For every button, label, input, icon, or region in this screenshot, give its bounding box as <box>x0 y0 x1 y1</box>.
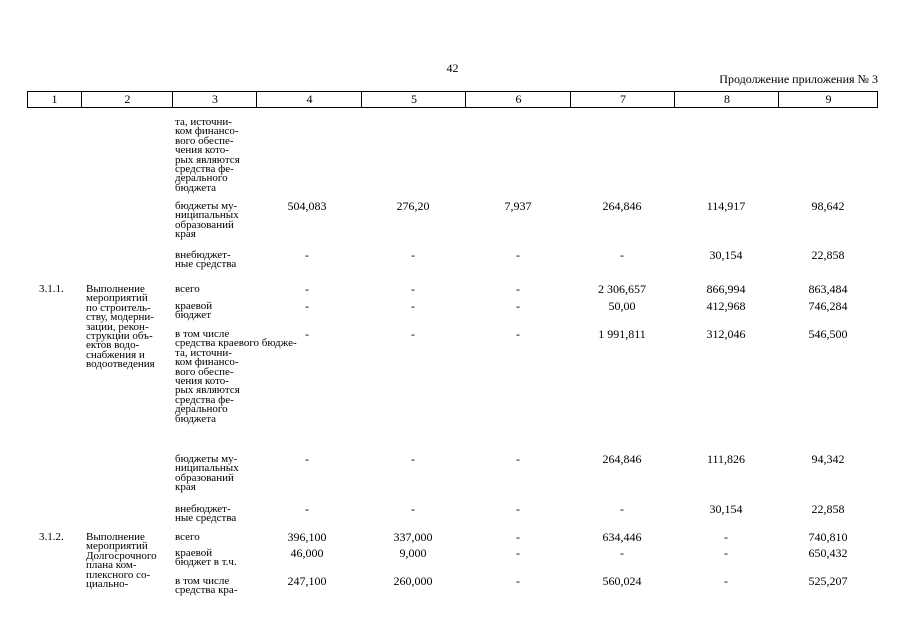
value-col-8: - <box>724 530 728 544</box>
value-col-6: - <box>516 299 520 313</box>
value-col-6: - <box>516 546 520 560</box>
value-col-8: 114,917 <box>706 199 746 213</box>
value-col-7: 634,446 <box>602 530 642 544</box>
value-col-8: 312,046 <box>706 327 746 341</box>
row-code: 3.1.2. <box>39 531 64 543</box>
value-col-4: - <box>305 248 309 262</box>
value-col-4: - <box>305 282 309 296</box>
value-col-9: 740,810 <box>808 530 848 544</box>
value-col-4: - <box>305 502 309 516</box>
value-col-9: 746,284 <box>808 299 848 313</box>
value-col-4: 396,100 <box>287 530 327 544</box>
header-cell-2: 2 <box>81 92 173 107</box>
value-col-9: 650,432 <box>808 546 848 560</box>
value-col-4: 504,083 <box>287 199 327 213</box>
header-cell-8: 8 <box>674 92 779 107</box>
value-col-8: - <box>724 546 728 560</box>
value-col-7: 2 306,657 <box>598 282 646 296</box>
table-header <box>27 91 878 108</box>
value-col-6: - <box>516 502 520 516</box>
header-cell-6: 6 <box>465 92 571 107</box>
row-name: Выполнение мероприятий по строитель- ству, модерни- зации, рекон- струкции объ- ектов водо- снабжения и водоотведения <box>86 283 155 371</box>
row-source: бюджеты му- ниципальных образований края <box>175 453 239 494</box>
header-cell-5: 5 <box>361 92 466 107</box>
value-col-7: 264,846 <box>602 199 642 213</box>
row-source: краевой бюджет в т.ч. <box>175 547 237 569</box>
value-col-7: 1 991,811 <box>598 327 646 341</box>
value-col-9: 22,858 <box>811 248 845 262</box>
value-col-6: 7,937 <box>504 199 532 213</box>
value-col-6: - <box>516 248 520 262</box>
value-col-7: 50,00 <box>608 299 636 313</box>
value-col-9: 546,500 <box>808 327 848 341</box>
value-col-5: - <box>411 327 415 341</box>
value-col-4: - <box>305 327 309 341</box>
value-col-7: 264,846 <box>602 452 642 466</box>
value-col-5: - <box>411 248 415 262</box>
value-col-6: - <box>516 530 520 544</box>
header-cell-4: 4 <box>256 92 362 107</box>
value-col-8: 412,968 <box>706 299 746 313</box>
value-col-5: 337,000 <box>393 530 433 544</box>
row-source: всего <box>175 283 200 295</box>
value-col-8: 111,826 <box>706 452 746 466</box>
row-source: бюджеты му- ниципальных образований края <box>175 200 239 241</box>
header-cell-3: 3 <box>172 92 257 107</box>
value-col-5: 260,000 <box>393 574 433 588</box>
row-code: 3.1.1. <box>39 283 64 295</box>
value-col-6: - <box>516 282 520 296</box>
value-col-6: - <box>516 574 520 588</box>
value-col-4: 247,100 <box>287 574 327 588</box>
header-cell-9: 9 <box>778 92 878 107</box>
value-col-7: - <box>620 546 624 560</box>
page-number: 42 <box>446 61 459 75</box>
value-col-4: - <box>305 452 309 466</box>
value-col-5: - <box>411 299 415 313</box>
value-col-8: - <box>724 574 728 588</box>
value-col-5: 276,20 <box>396 199 430 213</box>
value-col-9: 22,858 <box>811 502 845 516</box>
value-col-6: - <box>516 327 520 341</box>
row-name: Выполнение мероприятий Долгосрочного плана ком- плексного со- циально- <box>86 531 157 591</box>
value-col-8: 30,154 <box>709 502 743 516</box>
header-cell-7: 7 <box>570 92 675 107</box>
value-col-8: 866,994 <box>706 282 746 296</box>
row-source: внебюджет- ные средства <box>175 249 237 271</box>
row-source: та, источни- ком финансо- вого обеспе- чения кото- рых являются средства фе- дерального бюджета <box>175 116 240 194</box>
value-col-6: - <box>516 452 520 466</box>
value-col-7: - <box>620 502 624 516</box>
header-cell-1: 1 <box>51 92 58 106</box>
row-source: в том числе средства краевого бюдже- та, источни- ком финансо- вого обеспе- чения кото- рых являются средства фе- дерального бюджета <box>175 328 297 425</box>
value-col-5: - <box>411 502 415 516</box>
value-col-4: 46,000 <box>290 546 324 560</box>
value-col-7: - <box>620 248 624 262</box>
continuation-caption: Продолжение приложения № 3 <box>719 72 878 86</box>
value-col-5: - <box>411 452 415 466</box>
row-source: всего <box>175 531 200 543</box>
value-col-9: 94,342 <box>811 452 845 466</box>
value-col-4: - <box>305 299 309 313</box>
value-col-5: 9,000 <box>399 546 427 560</box>
value-col-9: 98,642 <box>811 199 845 213</box>
row-source: внебюджет- ные средства <box>175 503 237 525</box>
row-source: в том числе средства кра- <box>175 575 238 597</box>
value-col-7: 560,024 <box>602 574 642 588</box>
value-col-9: 863,484 <box>808 282 848 296</box>
value-col-8: 30,154 <box>709 248 743 262</box>
row-source: краевой бюджет <box>175 300 213 322</box>
value-col-9: 525,207 <box>808 574 848 588</box>
value-col-5: - <box>411 282 415 296</box>
